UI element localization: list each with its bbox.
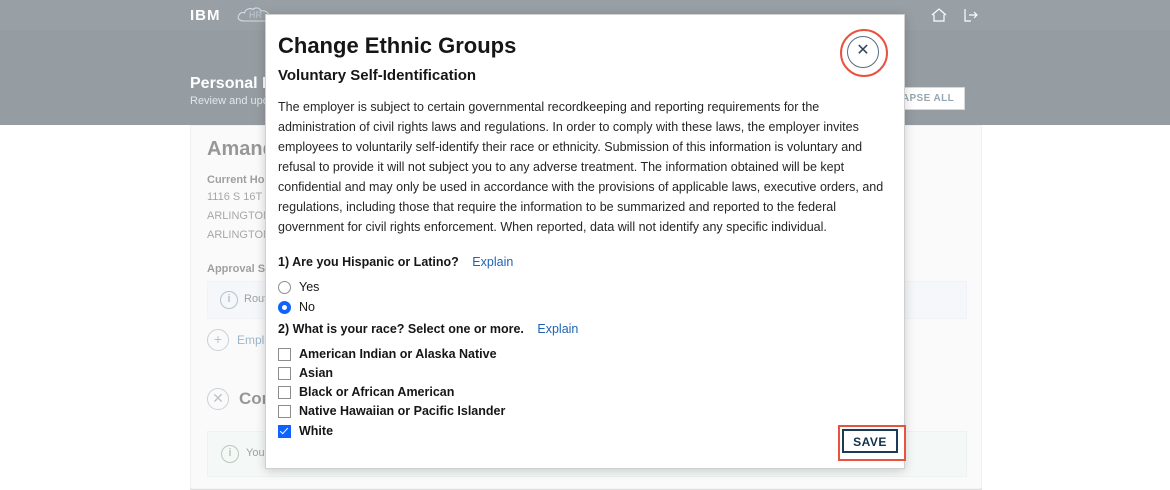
checkbox-asian-label: Asian (299, 366, 334, 380)
save-button[interactable]: SAVE (842, 429, 898, 453)
explain-link-1[interactable]: Explain (472, 255, 514, 269)
question-1 (278, 255, 513, 269)
dialog-title: Change Ethnic Groups (278, 33, 517, 58)
checkbox-american-indian-icon[interactable] (278, 348, 291, 361)
close-button-highlight (840, 29, 886, 75)
question-2 (278, 322, 578, 336)
radio-option-yes[interactable] (278, 280, 319, 294)
checkbox-asian[interactable] (278, 366, 333, 380)
checkbox-white-label: White (299, 424, 334, 438)
checkbox-white-icon[interactable] (278, 425, 291, 438)
checkbox-black-african-american[interactable] (278, 385, 454, 399)
checkbox-white[interactable] (278, 424, 333, 438)
checkbox-american-indian[interactable] (278, 347, 497, 361)
radio-yes-icon[interactable] (278, 281, 291, 294)
change-ethnic-groups-dialog (265, 14, 905, 469)
checkbox-asian-icon[interactable] (278, 367, 291, 380)
question-1-text: 1) Are you Hispanic or Latino? (278, 255, 459, 269)
explain-link-2[interactable]: Explain (537, 322, 579, 336)
checkbox-american-indian-label: American Indian or Alaska Native (299, 347, 497, 361)
checkbox-native-hawaiian-pacific-islander[interactable] (278, 404, 505, 418)
radio-yes-label: Yes (299, 280, 320, 294)
close-icon[interactable]: ✕ (847, 36, 879, 68)
radio-no-label: No (299, 300, 315, 314)
disclosure-text: The employer is subject to certain governmental recordkeeping and reporting requirements for the administration of civil rights laws and regulations. In order to comply with these laws, the employer invites employees to voluntarily self-identify their race or ethnicity. Submission of this information is voluntary and refusal to provide it will not subject you to any adverse treatment. The information obtained will be kept confidential and may only be used in accordance with the provisions of applicable laws, executive orders, and regulations, including those that require the information to be summarized and reported to the federal government for civil rights enforcement. When reported, data will not identify any specific individual. (278, 100, 884, 234)
checkbox-black-african-american-label: Black or African American (299, 385, 455, 399)
radio-option-no[interactable] (278, 300, 315, 314)
radio-no-icon[interactable] (278, 301, 291, 314)
save-button-highlight (838, 425, 904, 459)
checkbox-black-african-american-icon[interactable] (278, 386, 291, 399)
question-2-text: 2) What is your race? Select one or more. (278, 322, 524, 336)
checkbox-native-hawaiian-pacific-islander-label: Native Hawaiian or Pacific Islander (299, 404, 506, 418)
dialog-subtitle: Voluntary Self-Identification (278, 67, 477, 84)
checkbox-native-hawaiian-pacific-islander-icon[interactable] (278, 405, 291, 418)
